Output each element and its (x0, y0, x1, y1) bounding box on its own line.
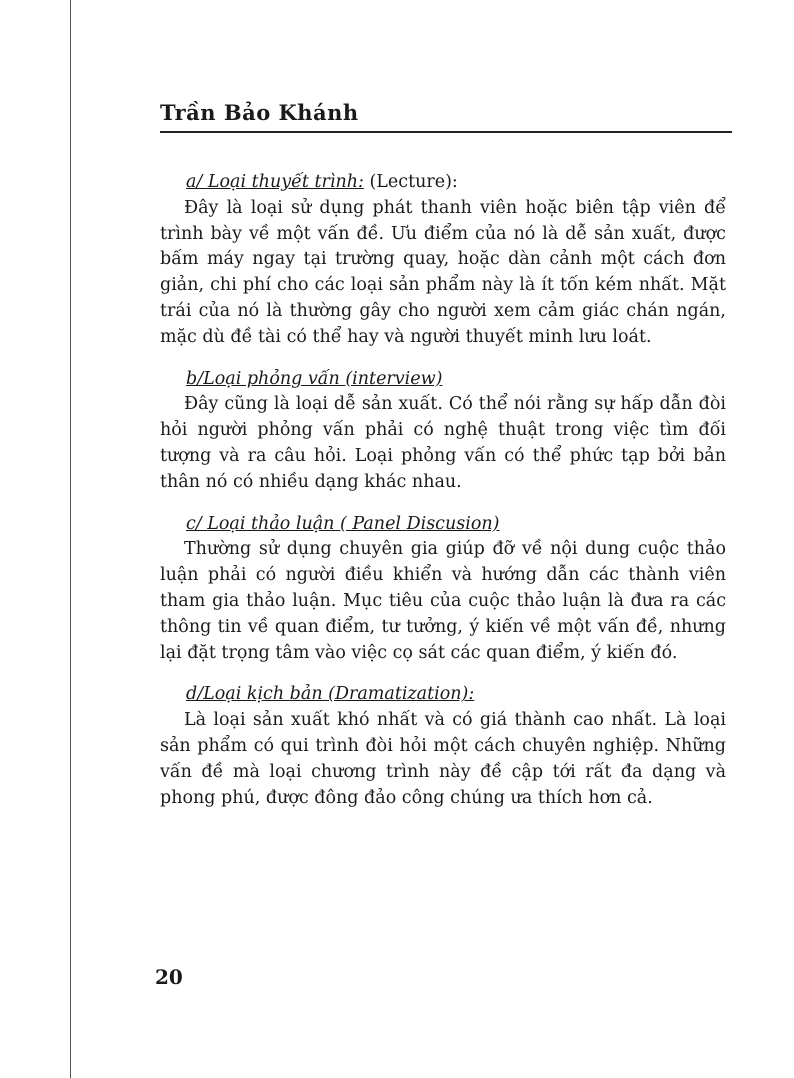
page-number: 20 (155, 965, 183, 989)
section-heading (160, 170, 726, 196)
section-interview (160, 367, 726, 496)
section-paragraph: Đây là loại sử dụng phát thanh viên hoặc biên tập viên để trình bày về một vấn đề. Ưu điểm của nó là dễ sản xuất, được bấm máy ngay tại trường quay, hoặc dàn cảnh một cách đơn giản, chi phí cho các loại sản phẩm này là ít tốn kém nhất. Mặt trái của nó là thường gây cho người xem cảm giác chán ngán, mặc dù đề tài có thể hay và người thuyết minh lưu loát. (160, 197, 726, 347)
section-paragraph: Thường sử dụng chuyên gia giúp đỡ về nội dung cuộc thảo luận phải có người điều khiển và hướng dẫn các thành viên tham gia thảo luận. Mục tiêu của cuộc thảo luận là đưa ra các thông tin về quan điểm, tư tưởng, ý kiến về một vấn đề, nhưng lại đặt trọng tâm vào việc cọ sát các quan điểm, ý kiến đó. (160, 539, 726, 663)
section-heading-title: a/ Loại thuyết trình: (186, 172, 364, 192)
header-rule (160, 131, 732, 133)
section-heading (160, 682, 726, 708)
section-paragraph: Là loại sản xuất khó nhất và có giá thành cao nhất. Là loại sản phẩm có qui trình đòi hỏi một cách chuyên nghiệp. Những vấn đề mà loại chương trình này đề cập tới rất đa dạng và phong phú, được đông đảo công chúng ưa thích hơn cả. (160, 710, 726, 808)
section-heading (160, 367, 726, 393)
page-body (160, 170, 726, 827)
running-header (160, 100, 732, 133)
section-paragraph: Đây cũng là loại dễ sản xuất. Có thể nói rằng sự hấp dẫn đòi hỏi người phỏng vấn phải có nghệ thuật trong việc tìm đối tượng và ra câu hỏi. Loại phỏng vấn có thể phức tạp bởi bản thân nó có nhiều dạng khác nhau. (160, 394, 726, 492)
section-heading-note: (Lecture): (363, 172, 458, 192)
page-margin-rule (70, 0, 71, 1078)
section-heading (160, 512, 726, 538)
section-panel-discussion (160, 512, 726, 667)
section-heading-title: b/Loại phỏng vấn (interview) (186, 368, 443, 389)
section-dramatization (160, 682, 726, 811)
section-lecture (160, 170, 726, 351)
section-heading-title: d/Loại kịch bản (Dramatization): (186, 684, 475, 705)
section-heading-title: c/ Loại thảo luận ( Panel Discusion) (186, 513, 500, 534)
header-author: Trần Bảo Khánh (160, 100, 359, 125)
